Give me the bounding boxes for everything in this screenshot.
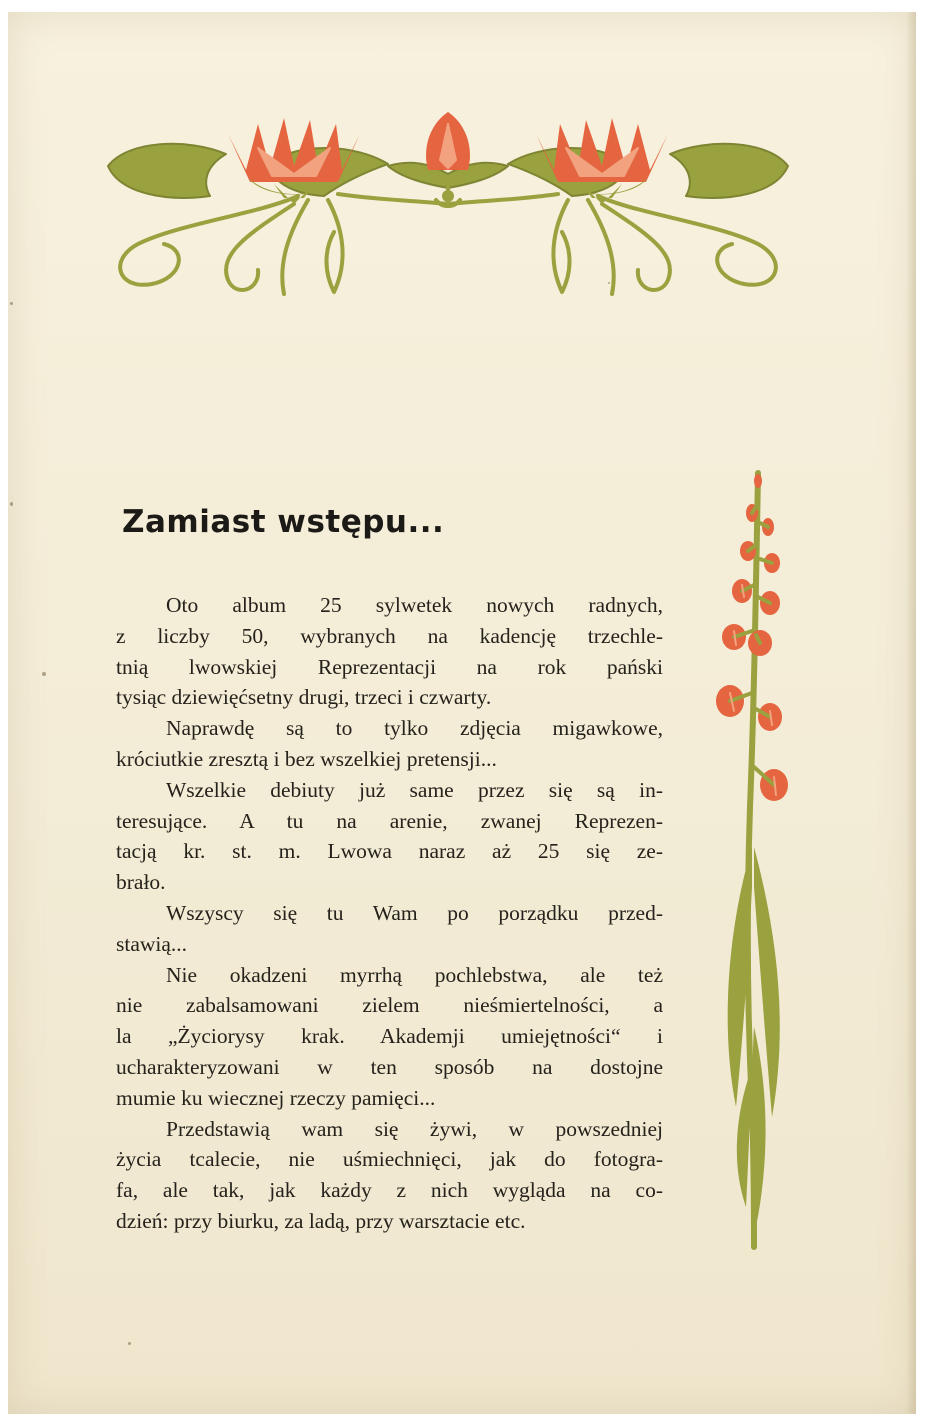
tendril-left-2	[282, 200, 308, 294]
text-line: Nie okadzeni myrrhą pochlebstwa, ale też	[166, 962, 663, 987]
text-line: dzień: przy biurku, za ladą, przy warsztacie etc.	[116, 1208, 526, 1233]
lily-leaf-right	[670, 144, 788, 198]
text-line: Oto album 25 sylwetek nowych radnych,	[166, 593, 663, 617]
tendril-left-1	[120, 196, 298, 285]
text-line: stawią...	[116, 931, 188, 956]
tendril-right-2	[588, 200, 614, 294]
tendril-left-3	[327, 200, 343, 292]
paper-speck	[128, 1342, 131, 1345]
tendril-right-3	[553, 200, 569, 292]
paper-speck	[10, 302, 13, 305]
text-line: brało.	[116, 870, 166, 895]
paper-speck	[10, 502, 13, 506]
text-line: nie zabalsamowani zielem nieśmiertelności, a	[116, 993, 663, 1018]
text-line: Naprawdę są to tylko zdjęcia migawkowe,	[166, 716, 663, 741]
tendril-right-1	[598, 196, 776, 285]
text-line: mumie ku wiecznej rzeczy pamięci...	[116, 1085, 436, 1110]
text-line: tnią lwowskiej Reprezentacji na rok pański	[116, 654, 663, 679]
tendril-left-5	[338, 194, 448, 204]
tendril-right-5	[448, 194, 558, 204]
paper-speck	[608, 282, 610, 284]
text-line: z liczby 50, wybranych na kadencję trzechle-	[116, 623, 663, 648]
center-knot	[442, 190, 454, 202]
body-text	[116, 590, 663, 1237]
lily-bud-center	[420, 112, 476, 180]
text-line: Wszelkie debiuty już same przez się są in-	[166, 777, 663, 802]
flower-stem-ornament	[708, 467, 803, 1257]
text-line: Wszyscy się tu Wam po porządku przed-	[166, 900, 663, 925]
text-line: króciutkie zresztą i bez wszelkiej pretensji...	[116, 746, 497, 771]
text-line: tacją kr. st. m. Lwowa naraz aż 25 się ze-	[116, 839, 663, 864]
text-line: fa, ale tak, jak każdy z nich wygląda na co-	[116, 1178, 663, 1203]
paper-speck	[42, 672, 46, 676]
text-line: życia tcalecie, nie uśmiechnięci, jak do fotogra-	[116, 1147, 663, 1172]
text-line: teresujące. A tu na arenie, zwanej Reprezen-	[116, 808, 663, 833]
water-lily-ornament	[98, 104, 798, 304]
text-line: ucharakteryzowani w ten sposób na dostojne	[116, 1054, 663, 1079]
stem-leaf-low-left	[737, 1067, 752, 1207]
page-title: Zamiast wstępu...	[122, 504, 445, 540]
page-edge-shadow	[906, 12, 916, 1414]
text-line: la „Życiorysy krak. Akademji umiejętności“ i	[116, 1024, 663, 1049]
lily-leaf-left	[108, 144, 226, 198]
text-line: tysiąc dziewięćsetny drugi, trzeci i czwarty.	[116, 685, 492, 710]
book-page	[8, 12, 916, 1414]
text-line: Przedstawią wam się żywi, w powszedniej	[166, 1116, 663, 1141]
